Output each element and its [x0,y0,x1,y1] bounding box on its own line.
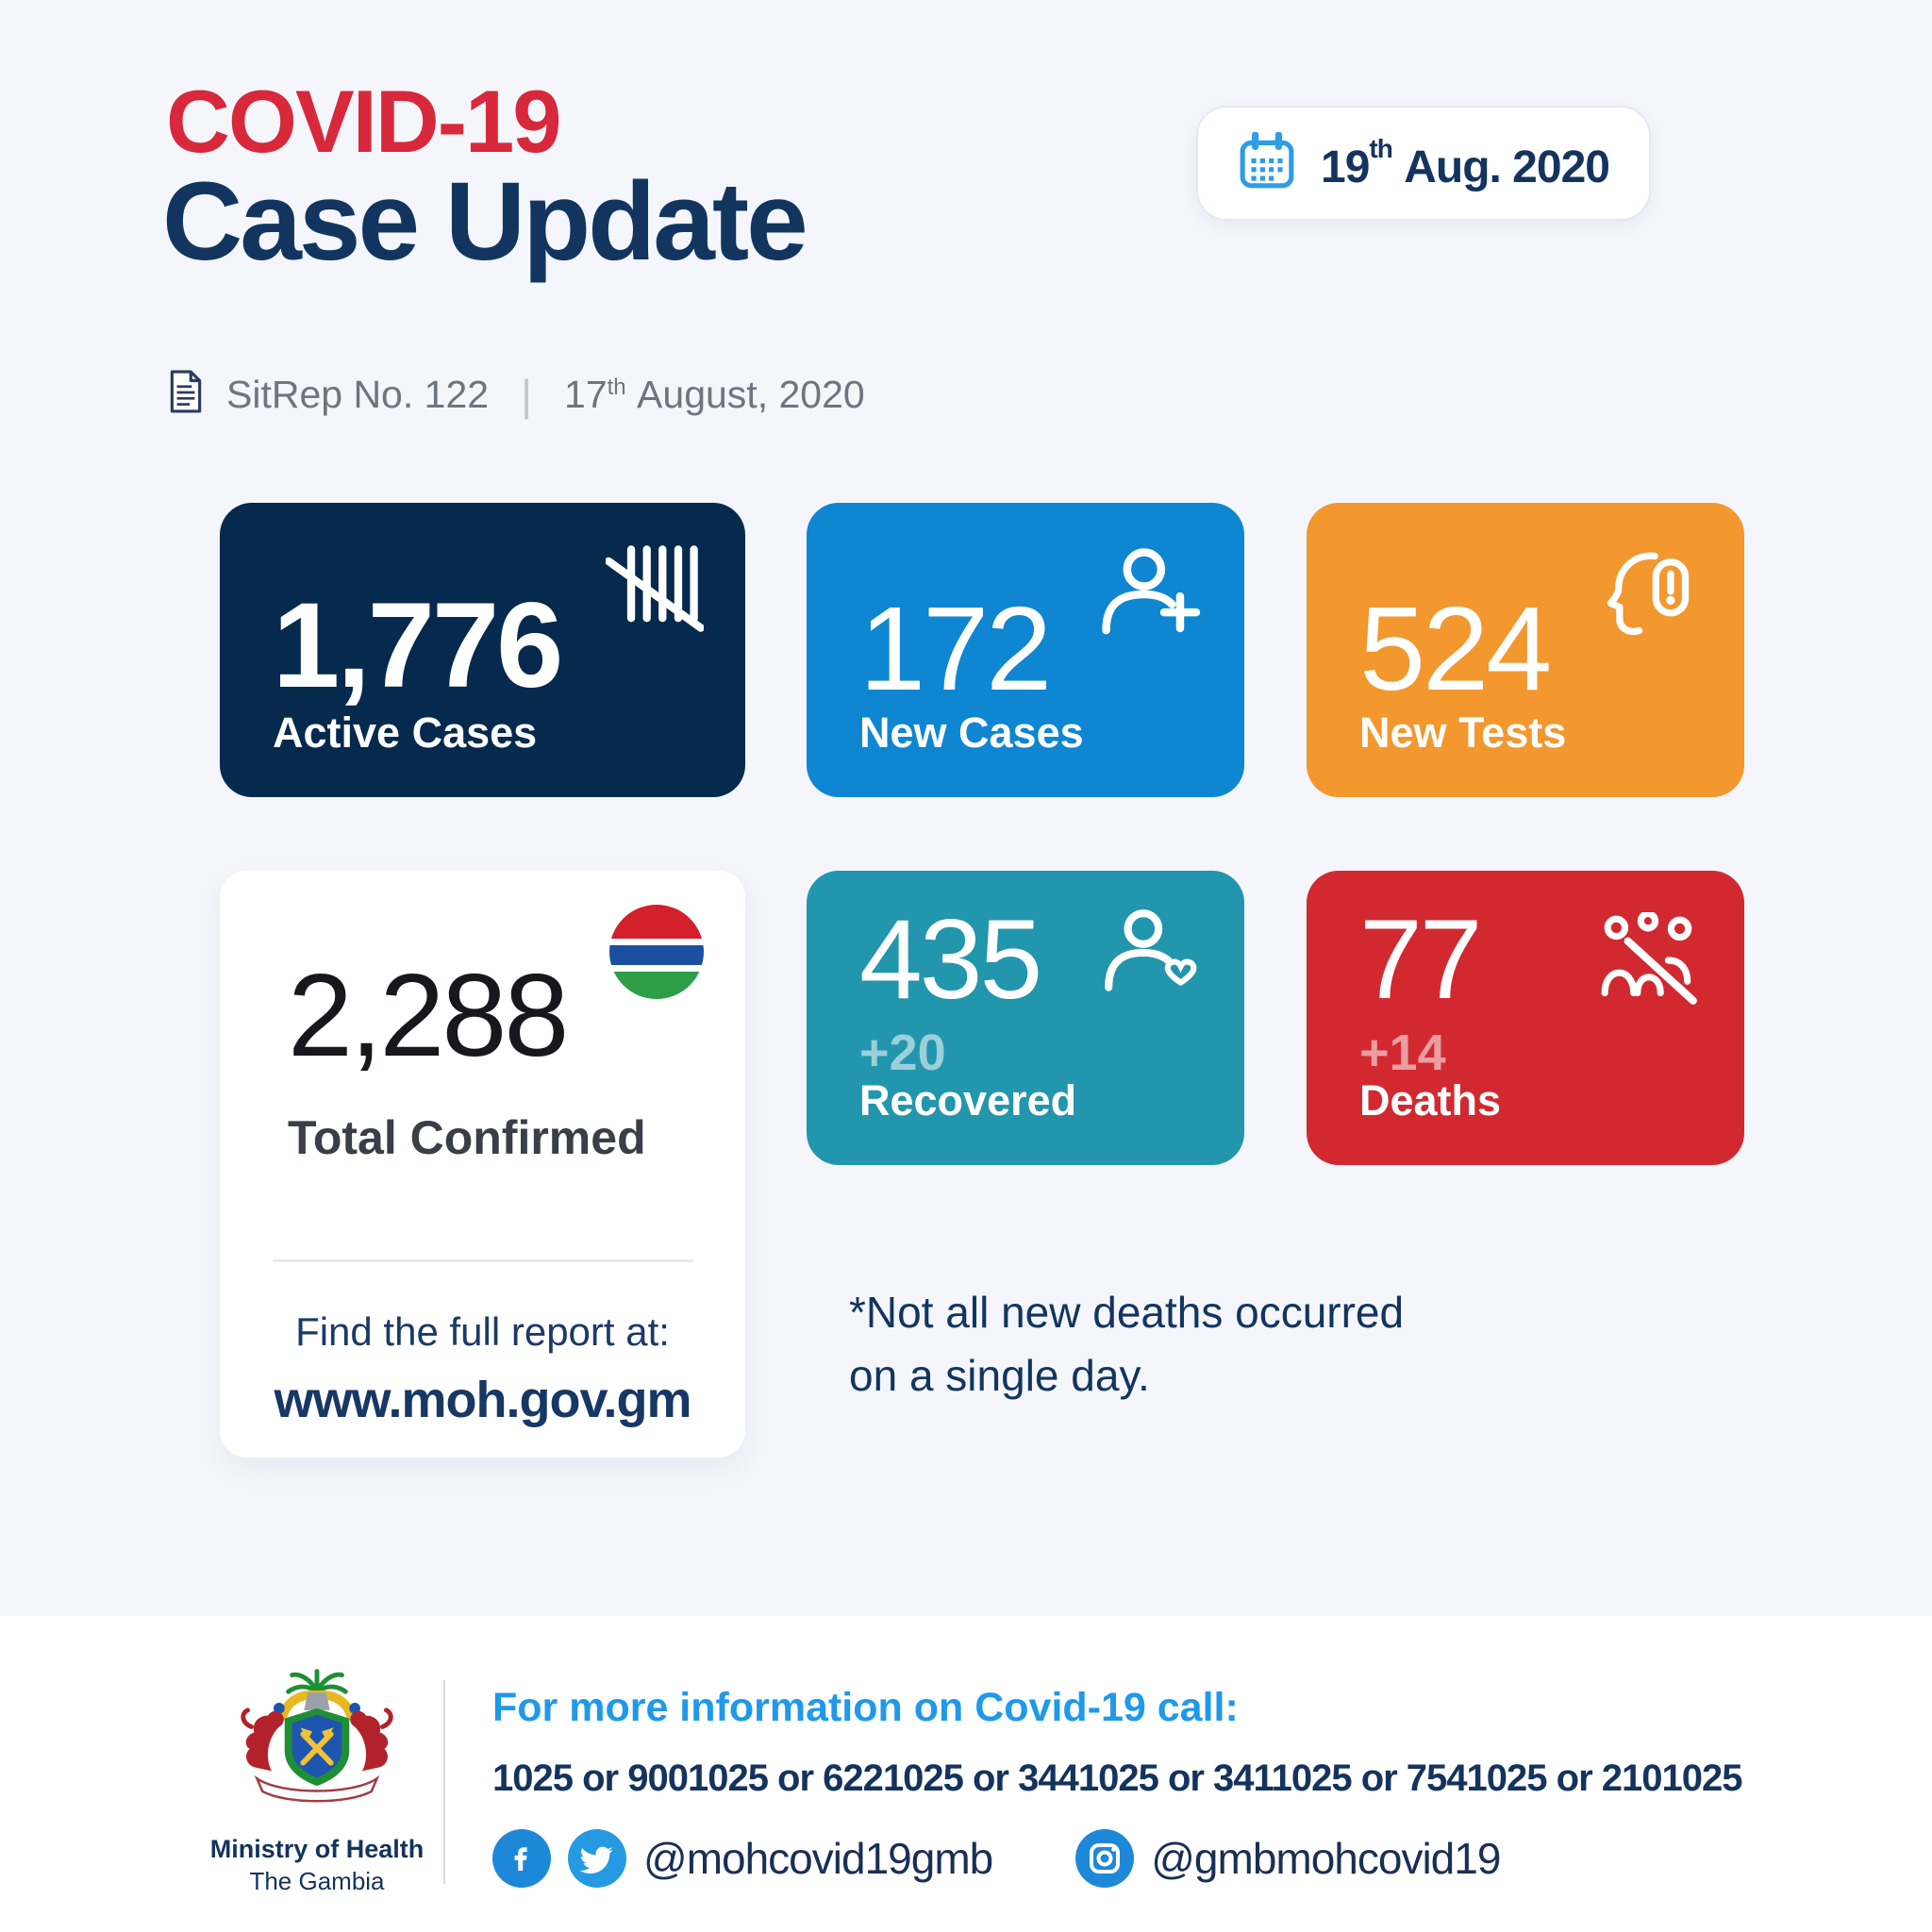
people-slash-icon [1597,912,1703,1013]
recovered-value: 435 [859,896,1041,1023]
twitter-icon [568,1829,626,1888]
sitrep-label: SitRep No. 122 [226,373,490,416]
ministry-name: Ministry of Health [209,1835,425,1863]
card-recovered [807,871,1244,1165]
calendar-icon [1238,132,1296,195]
divider [443,1680,445,1884]
social-row [492,1829,1500,1888]
sitrep-separator: | [521,370,533,420]
facebook-icon [492,1829,551,1888]
info-heading: For more information on Covid-19 call: [492,1685,1239,1730]
recovered-label: Recovered [859,1076,1077,1124]
gambia-coat-of-arms [229,1665,405,1827]
sitrep-row [168,370,865,420]
new-tests-label: New Tests [1359,708,1567,757]
recovered-delta: +20 [859,1024,946,1081]
person-plus-icon [1091,544,1203,649]
document-icon [168,370,204,420]
report-hint: Find the full report at: [295,1309,670,1354]
report-url: www.moh.gov.gm [274,1372,691,1428]
new-cases-label: New Cases [859,708,1084,757]
total-confirmed-value: 2,288 [288,951,567,1081]
date-badge [1196,106,1651,221]
card-deaths [1307,871,1744,1165]
tally-marks-icon [606,544,704,638]
title-covid19: COVID-19 [166,72,560,171]
new-cases-value: 172 [859,582,1050,715]
instagram-icon [1075,1829,1134,1888]
active-cases-label: Active Cases [273,708,538,757]
deaths-note: *Not all new deaths occurred on a single day. [849,1288,1405,1400]
phone-numbers: 1025 or 9001025 or 6221025 or 3441025 or 3411025 or 7541025 or 2101025 [492,1757,1742,1799]
new-tests-value: 524 [1359,582,1550,715]
ministry-country: The Gambia [249,1867,385,1896]
card-active-cases [220,503,745,797]
card-new-tests [1307,503,1744,797]
ministry-caption [142,1833,491,1898]
facebook-twitter-handle: @mohcovid19gmb [643,1834,993,1883]
gambia-flag [609,905,704,999]
divider [273,1259,693,1262]
footer [0,1616,1932,1932]
sitrep-date: 17th August, 2020 [564,373,865,416]
date-text: 19th Aug. 2020 [1321,133,1609,192]
title-case-update: Case Update [162,159,806,284]
deaths-value: 77 [1359,896,1480,1023]
deaths-delta: +14 [1359,1024,1446,1081]
person-heart-icon [1097,907,1203,1008]
total-confirmed-label: Total Confirmed [288,1111,646,1164]
head-thermometer-icon [1593,544,1703,647]
deaths-label: Deaths [1359,1076,1502,1124]
active-cases-value: 1,776 [273,578,561,713]
instagram-handle: @gmbmohcovid19 [1151,1834,1501,1883]
card-new-cases [807,503,1244,797]
card-total-confirmed [220,871,745,1457]
